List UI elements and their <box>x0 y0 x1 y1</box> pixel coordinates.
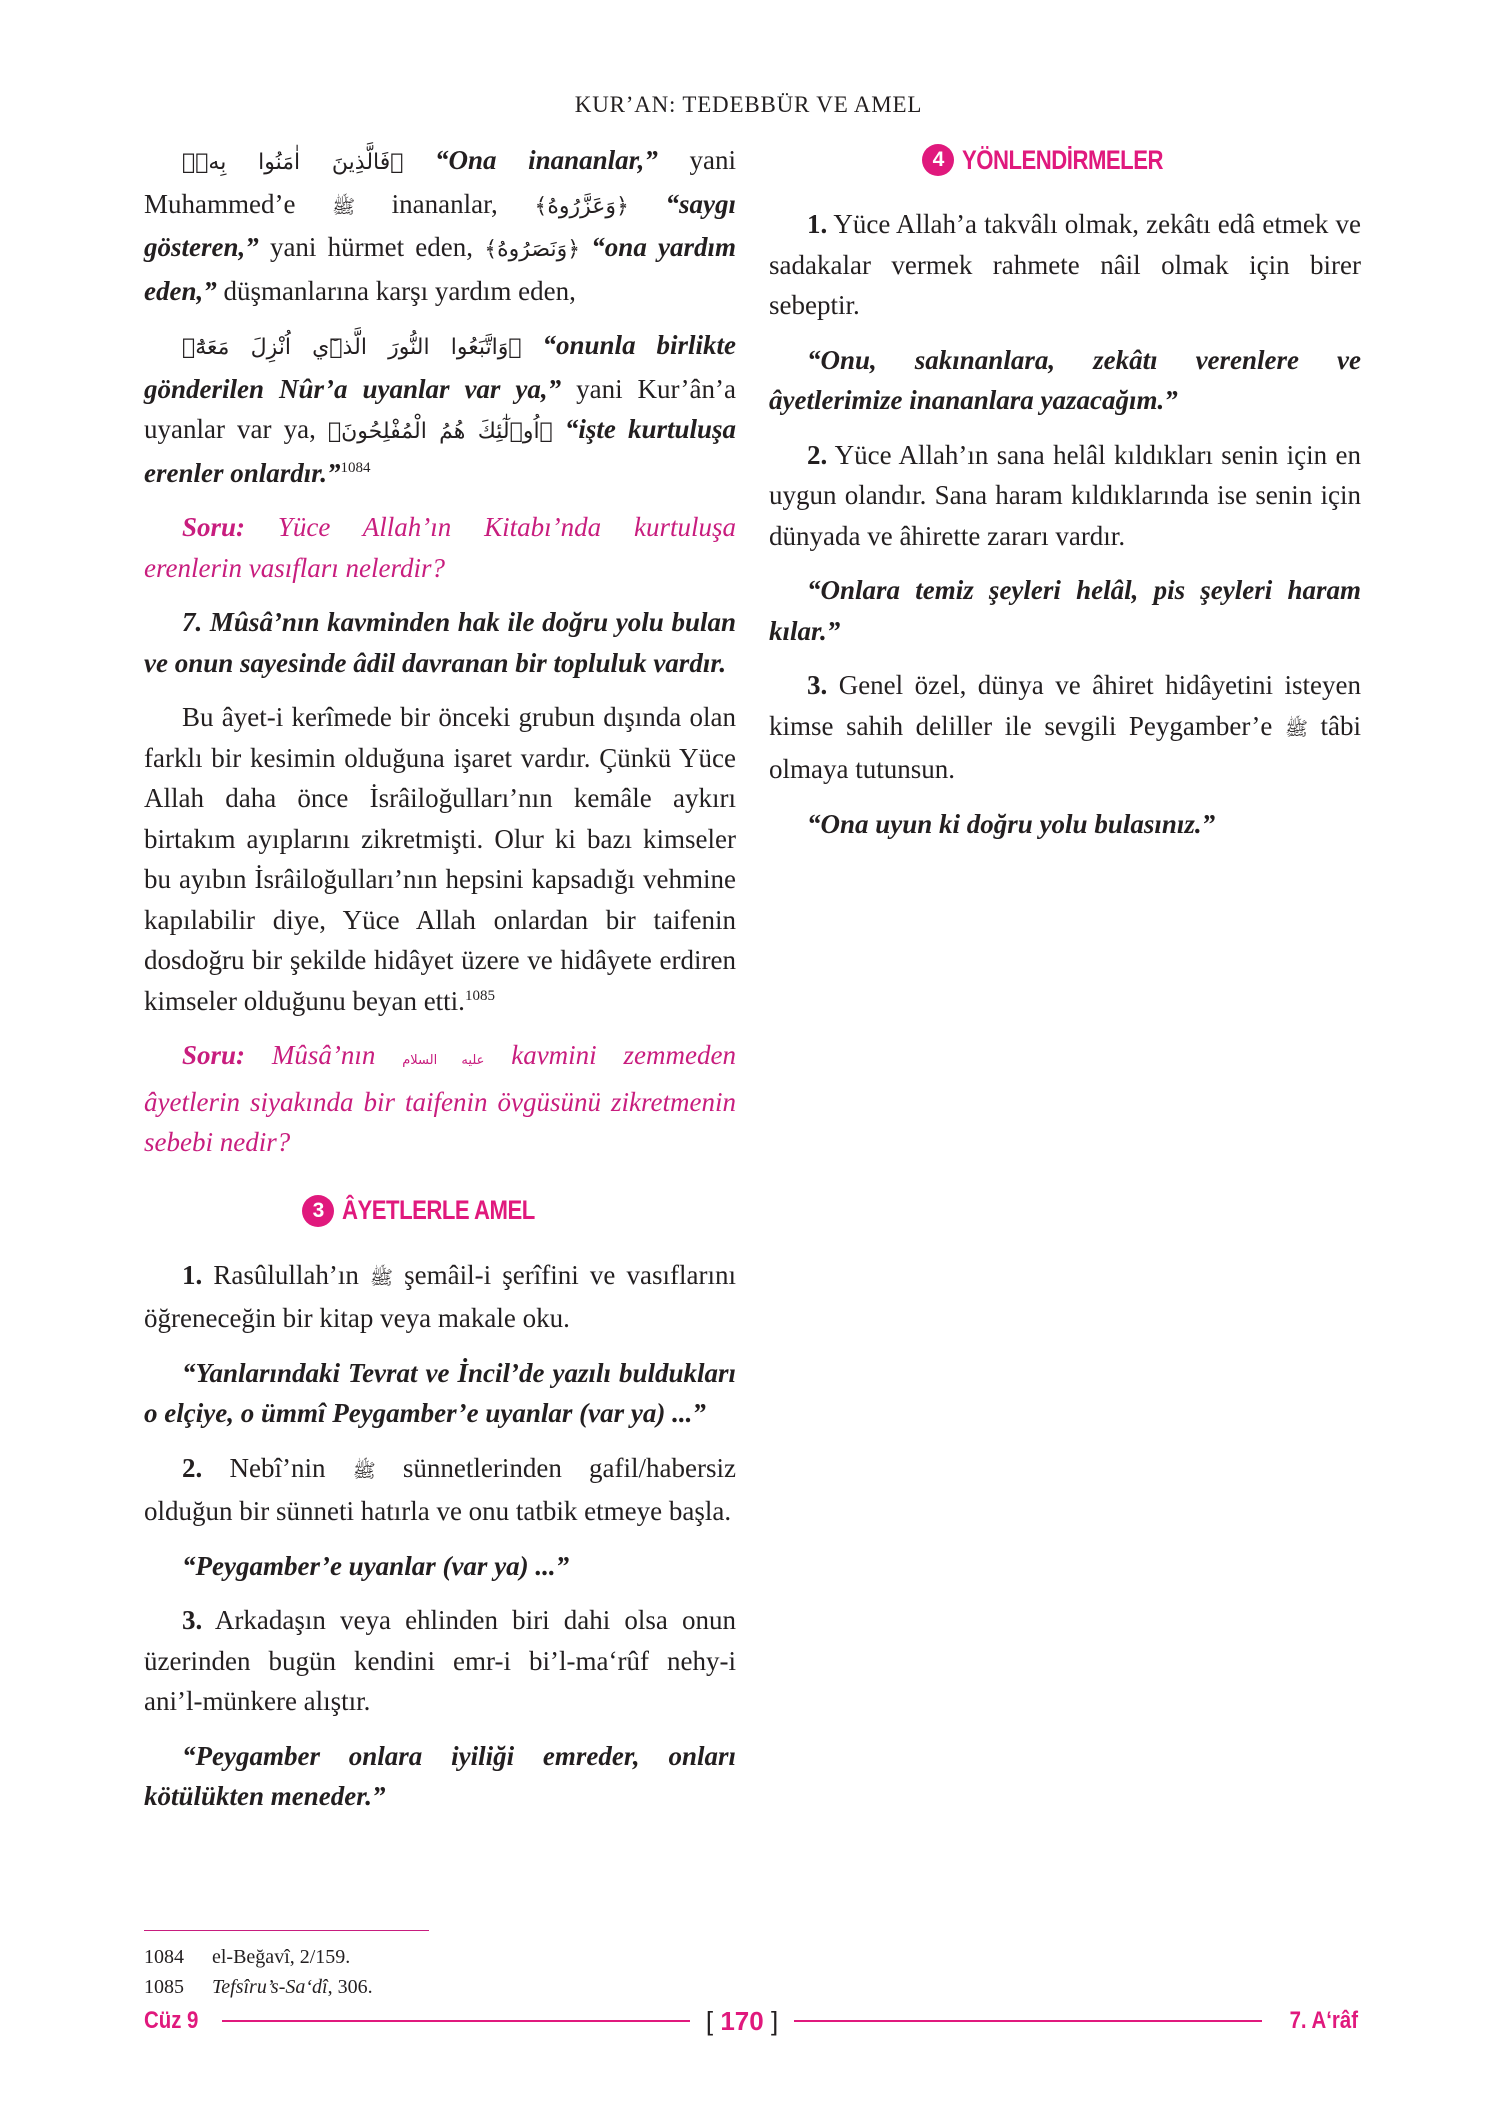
footer-rule-right <box>794 2020 1262 2022</box>
guidance-item-1 <box>769 204 1361 326</box>
section-number-badge: 3 <box>302 1195 334 1227</box>
salawat-symbol: ﷺ <box>332 195 356 218</box>
commentary-text: yani Kur’ân’a uyanlar var ya, <box>144 373 736 444</box>
question-1 <box>144 507 736 588</box>
verse-quote-2: “Onlara temiz şeyleri helâl, pis şeyleri haram kılar.” <box>769 575 1361 646</box>
item-text: Yüce Allah’ın sana helâl kıldıkları senin için en uygun olandır. Sana haram kıldıklarında ise senin için dünyada ve âhirette zararı vardır. <box>769 439 1361 551</box>
arabic-verse: ﴿وَنَصَرُوهُ﴾ <box>484 237 581 262</box>
verse-quote-1: “Yanlarındaki Tevrat ve İncil’de yazılı buldukları o elçiye, o ümmî Peygamber’e uyanlar (var ya) ...” <box>144 1357 736 1428</box>
item-text: Genel özel, dünya ve âhiret hidâyetini isteyen kimse sahih deliller ile sevgili Peygamber’e <box>769 670 1361 741</box>
verse-translation: “Ona inananlar,” <box>435 145 658 175</box>
question-text: kavmini zemmeden âyetlerin siyakında bir taifenin övgüsünü zikretmenin sebebi nedir? <box>144 1040 736 1157</box>
arabic-verse: ﴿وَاتَّبَعُوا النُّورَ الَّذٖٓي اُنْزِلَ مَعَهُٓ﴾ <box>182 335 522 360</box>
commentary-text: inananlar, <box>355 188 535 219</box>
footnote-number: 1085 <box>144 1976 184 1998</box>
action-item-3 <box>144 1600 736 1722</box>
action-item-2 <box>144 1448 736 1532</box>
alayhissalam-symbol: عليه السلام <box>402 1053 485 1068</box>
footnote-ref[interactable]: 1084 <box>340 459 371 476</box>
footnote-number: 1084 <box>144 1946 184 1968</box>
footer-rule-left <box>222 2020 690 2022</box>
item-text: Rasûlullah’ın <box>202 1259 371 1290</box>
question-label: Soru: <box>182 512 246 542</box>
footer-surah: 7. A‘râf <box>1289 2007 1359 2034</box>
item-text: şemâil-i şerîfini ve vasıflarını öğreneceğin bir kitap veya makale oku. <box>144 1259 737 1333</box>
footnote-text: el-Beğavî, 2/159. <box>212 1946 351 1968</box>
verse-translation: “ona yardım eden,” <box>144 232 736 306</box>
commentary-text: düşmanlarına karşı yardım eden, <box>216 275 576 306</box>
footnotes <box>144 1942 744 2002</box>
verse-quote-3: “Peygamber onlara iyiliği emreder, onları kötülükten meneder.” <box>144 1740 736 1811</box>
section-title: YÖNLENDİRMELER <box>962 144 1164 175</box>
item-number: 1. <box>182 1259 203 1290</box>
footnote-source-title: Tefsîru’s-Sa‘dî <box>212 1976 328 1998</box>
verse-quote-1: “Onu, sakınanlara, zekâtı verenlere ve âyetlerimize inananlara yazacağım.” <box>769 344 1361 415</box>
salawat-symbol: ﷺ <box>370 1266 393 1289</box>
footer-juz: Cüz 9 <box>144 2007 199 2034</box>
footnote-text: , 306. <box>327 1976 373 1998</box>
verse-commentary-paragraph-1 <box>144 140 736 311</box>
item-text: sünnetlerinden gafil/habersiz olduğun bir sünneti hatırla ve onu tatbik etmeye başla. <box>144 1452 736 1526</box>
commentary-text: Bu âyet-i kerîmede bir önceki grubun dışında olan farklı bir kesimin olduğuna işaret vardır. Çünkü Yüce Allah daha önce İsrâiloğulları’nın kemâle aykırı birtakım ayıplarını zikretmişti. Olur ki bazı kimseler bu ayıbın İsrâiloğulları’nın hepsini kapsadığı vehmine kapılabilir diye, Yüce Allah onlardan bir taifenin dosdoğru bir şekilde hidâyet üzere ve hidâyete erdiren kimseler olduğunu beyan etti. <box>144 702 736 1016</box>
verse-translation: “onunla birlikte gönderilen Nûr’a uyanlar var ya,” <box>144 330 737 404</box>
footnote-divider <box>144 1930 429 1931</box>
verse-quote-3: “Ona uyun ki doğru yolu bulasınız.” <box>807 808 1216 839</box>
commentary-text: yani hürmet eden, <box>258 232 485 262</box>
question-label: Soru: <box>182 1040 246 1070</box>
item-number: 2. <box>807 439 828 470</box>
page-number-value: 170 <box>720 2005 764 2036</box>
section-number-badge: 4 <box>922 144 954 176</box>
item-number: 1. <box>807 209 828 239</box>
footnote-1084 <box>144 1942 744 1972</box>
item-text: tâbi olmaya tutunsun. <box>769 710 1361 784</box>
section-3-heading <box>144 1191 736 1231</box>
commentary-text: yani Muhammed’e <box>144 145 736 219</box>
item-text: Nebî’nin <box>202 1452 353 1483</box>
page-number <box>698 2006 786 2037</box>
bracket-close: ] <box>770 2005 779 2036</box>
running-head: KUR’AN: TEDEBBÜR VE AMEL <box>574 92 923 117</box>
question-2 <box>144 1035 736 1163</box>
salawat-symbol: ﷺ <box>352 1459 376 1482</box>
question-text: Yüce Allah’ın Kitabı’nda kurtuluşa erenlerin vasıfları nelerdir? <box>144 512 736 583</box>
guidance-item-3 <box>769 665 1361 790</box>
footnote-ref[interactable]: 1085 <box>464 987 495 1004</box>
verse-translation: “saygı gösteren,” <box>144 188 736 262</box>
arabic-verse: ﴿وَعَزَّرُوهُ﴾ <box>534 193 629 219</box>
page-footer <box>144 2004 1358 2038</box>
left-column <box>144 140 736 1831</box>
section-4-heading <box>769 140 1361 180</box>
item-text: Arkadaşın veya ehlinden biri dahi olsa onun üzerinden bugün kendini emr-i bi’l-ma‘rûf nehy-i ani’l-münkere alıştır. <box>144 1605 736 1716</box>
item-text: Yüce Allah’a takvâlı olmak, zekâtı edâ etmek ve sadakalar vermek rahmete nâil olmak için birer sebeptir. <box>769 209 1361 320</box>
item-number: 3. <box>182 1605 203 1635</box>
commentary-paragraph-3 <box>144 697 736 1021</box>
verse-translation: “işte kurtuluşa erenler onlardır.” <box>144 414 737 488</box>
salawat-symbol: ﷺ <box>1284 717 1308 740</box>
bracket-open: [ <box>705 2005 714 2036</box>
verse-quote-2: “Peygamber’e uyanlar (var ya) ...” <box>182 1550 570 1581</box>
item-number: 2. <box>182 1452 203 1483</box>
right-column <box>769 140 1361 858</box>
arabic-verse: ﴿فَالَّذِينَ اٰمَنُوا بِهٖ﴾ <box>182 150 404 175</box>
action-item-1 <box>144 1255 736 1339</box>
verse-7-heading: 7. Mûsâ’nın kavminden hak ile doğru yolu bulan ve onun sayesinde âdil davranan bir topluluk vardır. <box>144 607 736 678</box>
verse-commentary-paragraph-2 <box>144 325 736 493</box>
arabic-verse: ﴿اُو۬لٰٓئِكَ هُمُ الْمُفْلِحُونَ﴾ <box>327 419 553 444</box>
guidance-item-2 <box>769 435 1361 557</box>
footnote-1085 <box>144 1972 744 2002</box>
item-number: 3. <box>807 670 828 700</box>
section-title: ÂYETLERLE AMEL <box>342 1195 536 1225</box>
question-text: Mûsâ’nın <box>245 1040 403 1070</box>
